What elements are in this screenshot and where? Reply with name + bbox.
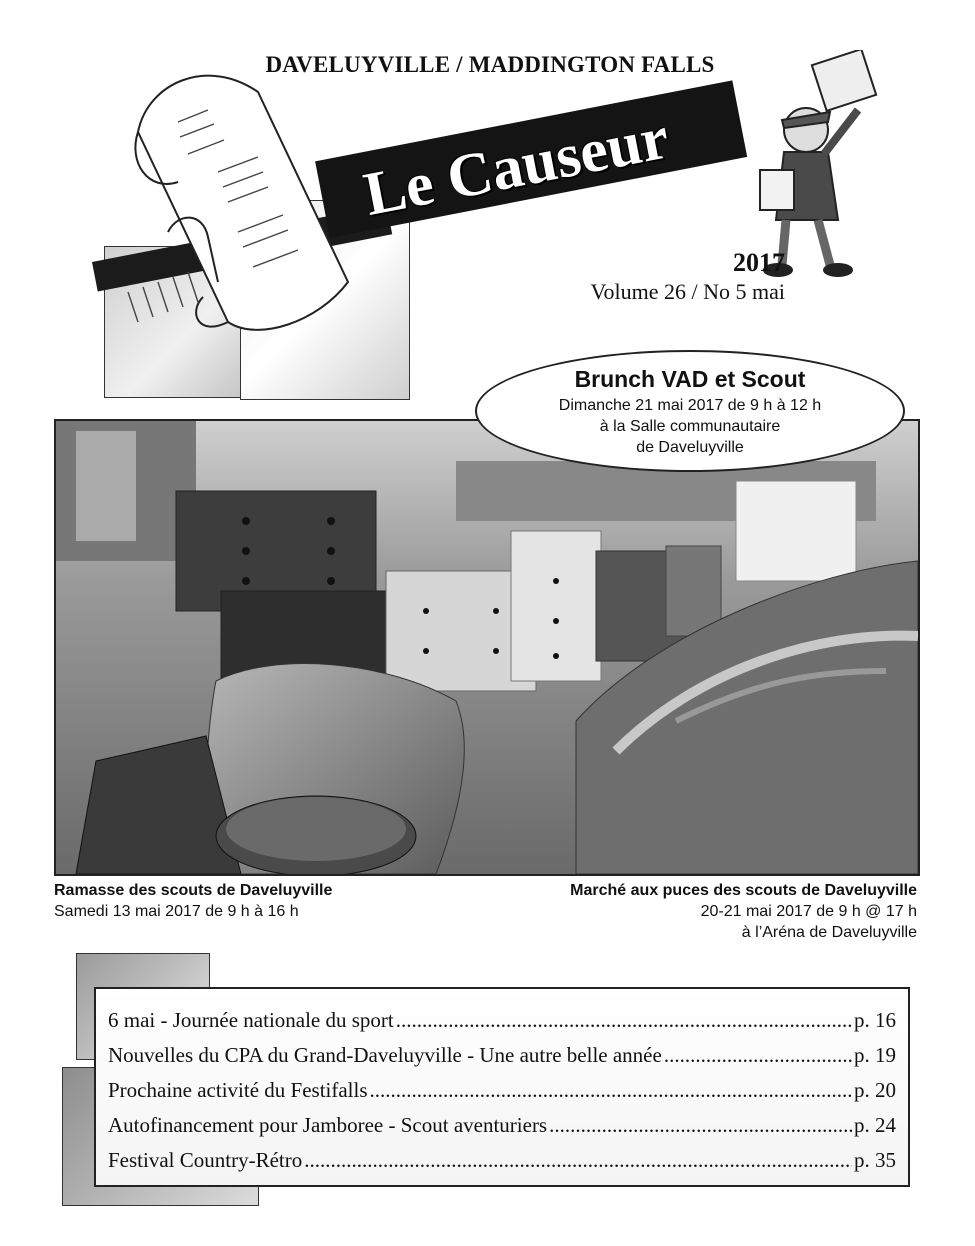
caption-ramasse-title: Ramasse des scouts de Daveluyville — [54, 882, 333, 899]
toc-entry-label: 6 mai - Journée nationale du sport — [108, 1008, 394, 1032]
caption-marche-title: Marché aux puces des scouts de Daveluyville — [570, 882, 917, 899]
caption-marche — [480, 880, 917, 943]
caption-ramasse — [54, 880, 474, 922]
toc-leader-dots — [549, 1108, 852, 1143]
toc-entry-label: Nouvelles du CPA du Grand-Daveluyville - Une autre belle année — [108, 1043, 662, 1067]
brunch-place: à la Salle communautaire — [599, 418, 781, 435]
toc-entry[interactable] — [108, 1143, 896, 1178]
brunch-date: Dimanche 21 mai 2017 de 9 h à 12 h — [558, 397, 822, 414]
caption-marche-place: à l’Aréna de Daveluyville — [741, 924, 917, 941]
toc-entry-label: Festival Country-Rétro — [108, 1148, 303, 1172]
issue-year: 2017 — [733, 248, 785, 277]
caption-ramasse-date: Samedi 13 mai 2017 de 9 h à 16 h — [54, 903, 299, 920]
toc-leader-dots — [370, 1073, 852, 1108]
toc-entry[interactable] — [108, 1108, 896, 1143]
toc-entry-label: Autofinancement pour Jamboree - Scout aventuriers — [108, 1113, 548, 1137]
toc-entry[interactable] — [108, 1003, 896, 1038]
toc-leader-dots — [304, 1143, 852, 1178]
toc-entry[interactable] — [108, 1073, 896, 1108]
table-of-contents — [94, 987, 910, 1187]
toc-entry[interactable] — [108, 1038, 896, 1073]
toc-entry-page: p. 16 — [854, 1008, 896, 1032]
flea-market-photo — [54, 419, 920, 876]
toc-entry-page: p. 20 — [854, 1078, 896, 1102]
city-line: DAVELUYVILLE / MADDINGTON FALLS — [265, 52, 715, 77]
caption-marche-date: 20-21 mai 2017 de 9 h @ 17 h — [700, 903, 917, 920]
newspaper-title: Le Causeur — [358, 103, 675, 230]
paperboy-illustration-icon — [748, 50, 888, 280]
toc-leader-dots — [664, 1038, 852, 1073]
toc-entry-page: p. 35 — [854, 1148, 896, 1172]
brunch-town: de Daveluyville — [636, 439, 744, 456]
brunch-title: Brunch VAD et Scout — [574, 366, 806, 392]
toc-entry-label: Prochaine activité du Festifalls — [108, 1078, 368, 1102]
toc-entry-page: p. 19 — [854, 1043, 896, 1067]
brunch-callout — [475, 350, 905, 472]
flea-market-photo-image — [56, 421, 918, 874]
toc-leader-dots — [396, 1003, 852, 1038]
issue-volume: Volume 26 / No 5 mai — [590, 279, 785, 304]
toc-entry-page: p. 24 — [854, 1113, 896, 1137]
